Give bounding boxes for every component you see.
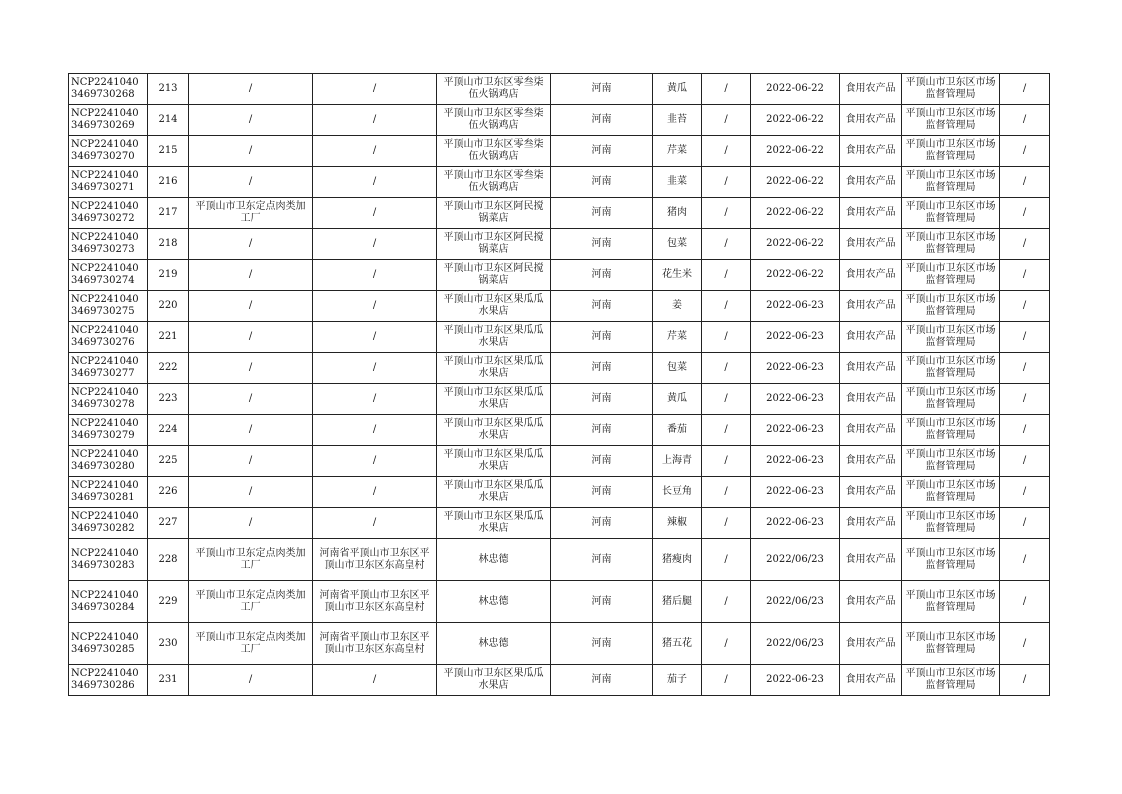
cell-entity: 平顶山市卫东区阿民搅锅菜店 bbox=[437, 229, 551, 260]
cell-seq: 225 bbox=[148, 446, 189, 477]
cell-entity: 林忠德 bbox=[437, 539, 551, 581]
cell-remark: / bbox=[1000, 198, 1050, 229]
cell-entity: 平顶山市卫东区阿民搅锅菜店 bbox=[437, 198, 551, 229]
cell-producer-addr: / bbox=[313, 105, 437, 136]
cell-entity: 林忠德 bbox=[437, 581, 551, 623]
cell-category: 食用农产品 bbox=[840, 539, 902, 581]
cell-seq: 216 bbox=[148, 167, 189, 198]
cell-category: 食用农产品 bbox=[840, 198, 902, 229]
cell-producer: / bbox=[189, 353, 313, 384]
cell-province: 河南 bbox=[551, 291, 653, 322]
cell-entity: 林忠德 bbox=[437, 623, 551, 665]
cell-producer-addr: / bbox=[313, 198, 437, 229]
cell-producer: / bbox=[189, 508, 313, 539]
cell-spec: / bbox=[702, 74, 751, 105]
cell-seq: 229 bbox=[148, 581, 189, 623]
cell-producer: / bbox=[189, 477, 313, 508]
table-row bbox=[69, 384, 1050, 415]
cell-date: 2022/06/23 bbox=[751, 539, 840, 581]
cell-agency: 平顶山市卫东区市场监督管理局 bbox=[902, 508, 1000, 539]
cell-seq: 222 bbox=[148, 353, 189, 384]
cell-category: 食用农产品 bbox=[840, 477, 902, 508]
table-row bbox=[69, 136, 1050, 167]
cell-food: 韭菜 bbox=[653, 167, 702, 198]
cell-agency: 平顶山市卫东区市场监督管理局 bbox=[902, 74, 1000, 105]
cell-food: 芹菜 bbox=[653, 322, 702, 353]
cell-province: 河南 bbox=[551, 665, 653, 696]
cell-spec: / bbox=[702, 353, 751, 384]
cell-category: 食用农产品 bbox=[840, 508, 902, 539]
table-row bbox=[69, 446, 1050, 477]
table-row bbox=[69, 291, 1050, 322]
cell-food: 姜 bbox=[653, 291, 702, 322]
cell-agency: 平顶山市卫东区市场监督管理局 bbox=[902, 384, 1000, 415]
cell-agency: 平顶山市卫东区市场监督管理局 bbox=[902, 260, 1000, 291]
cell-food: 猪后腿 bbox=[653, 581, 702, 623]
cell-category: 食用农产品 bbox=[840, 136, 902, 167]
cell-seq: 220 bbox=[148, 291, 189, 322]
cell-province: 河南 bbox=[551, 167, 653, 198]
cell-remark: / bbox=[1000, 415, 1050, 446]
cell-producer: / bbox=[189, 229, 313, 260]
cell-category: 食用农产品 bbox=[840, 105, 902, 136]
cell-producer-addr: / bbox=[313, 229, 437, 260]
cell-producer-addr: / bbox=[313, 74, 437, 105]
table-row bbox=[69, 539, 1050, 581]
cell-spec: / bbox=[702, 322, 751, 353]
cell-agency: 平顶山市卫东区市场监督管理局 bbox=[902, 198, 1000, 229]
cell-remark: / bbox=[1000, 322, 1050, 353]
cell-spec: / bbox=[702, 415, 751, 446]
cell-id: NCP22410403469730284 bbox=[69, 581, 148, 623]
cell-seq: 231 bbox=[148, 665, 189, 696]
cell-producer-addr: / bbox=[313, 415, 437, 446]
cell-date: 2022-06-23 bbox=[751, 384, 840, 415]
cell-producer: / bbox=[189, 446, 313, 477]
cell-province: 河南 bbox=[551, 508, 653, 539]
cell-spec: / bbox=[702, 198, 751, 229]
inspection-table bbox=[68, 73, 1050, 696]
cell-food: 猪五花 bbox=[653, 623, 702, 665]
cell-entity: 平顶山市卫东区果瓜瓜水果店 bbox=[437, 384, 551, 415]
cell-province: 河南 bbox=[551, 105, 653, 136]
cell-remark: / bbox=[1000, 477, 1050, 508]
cell-category: 食用农产品 bbox=[840, 665, 902, 696]
cell-spec: / bbox=[702, 623, 751, 665]
cell-date: 2022-06-22 bbox=[751, 136, 840, 167]
cell-category: 食用农产品 bbox=[840, 446, 902, 477]
table-row bbox=[69, 477, 1050, 508]
table-row bbox=[69, 623, 1050, 665]
cell-entity: 平顶山市卫东区果瓜瓜水果店 bbox=[437, 322, 551, 353]
cell-remark: / bbox=[1000, 384, 1050, 415]
cell-province: 河南 bbox=[551, 260, 653, 291]
cell-food: 上海青 bbox=[653, 446, 702, 477]
cell-food: 茄子 bbox=[653, 665, 702, 696]
cell-id: NCP22410403469730278 bbox=[69, 384, 148, 415]
cell-date: 2022-06-22 bbox=[751, 105, 840, 136]
cell-entity: 平顶山市卫东区零叁柒伍火锅鸡店 bbox=[437, 105, 551, 136]
cell-spec: / bbox=[702, 384, 751, 415]
cell-producer: / bbox=[189, 322, 313, 353]
cell-remark: / bbox=[1000, 260, 1050, 291]
cell-province: 河南 bbox=[551, 446, 653, 477]
cell-id: NCP22410403469730276 bbox=[69, 322, 148, 353]
cell-entity: 平顶山市卫东区果瓜瓜水果店 bbox=[437, 665, 551, 696]
table-row bbox=[69, 105, 1050, 136]
cell-date: 2022-06-23 bbox=[751, 446, 840, 477]
cell-category: 食用农产品 bbox=[840, 415, 902, 446]
cell-id: NCP22410403469730280 bbox=[69, 446, 148, 477]
cell-producer-addr: 河南省平顶山市卫东区平顶山市卫东区东高皇村 bbox=[313, 623, 437, 665]
cell-seq: 226 bbox=[148, 477, 189, 508]
cell-producer: 平顶山市卫东定点肉类加工厂 bbox=[189, 581, 313, 623]
cell-agency: 平顶山市卫东区市场监督管理局 bbox=[902, 665, 1000, 696]
cell-spec: / bbox=[702, 581, 751, 623]
cell-date: 2022-06-22 bbox=[751, 167, 840, 198]
cell-spec: / bbox=[702, 477, 751, 508]
cell-remark: / bbox=[1000, 167, 1050, 198]
cell-seq: 213 bbox=[148, 74, 189, 105]
cell-province: 河南 bbox=[551, 353, 653, 384]
cell-entity: 平顶山市卫东区零叁柒伍火锅鸡店 bbox=[437, 167, 551, 198]
cell-province: 河南 bbox=[551, 229, 653, 260]
cell-category: 食用农产品 bbox=[840, 322, 902, 353]
table-row bbox=[69, 508, 1050, 539]
cell-agency: 平顶山市卫东区市场监督管理局 bbox=[902, 291, 1000, 322]
cell-agency: 平顶山市卫东区市场监督管理局 bbox=[902, 136, 1000, 167]
table-body bbox=[69, 74, 1050, 696]
cell-id: NCP22410403469730277 bbox=[69, 353, 148, 384]
cell-date: 2022-06-23 bbox=[751, 508, 840, 539]
cell-date: 2022-06-22 bbox=[751, 74, 840, 105]
cell-agency: 平顶山市卫东区市场监督管理局 bbox=[902, 446, 1000, 477]
cell-remark: / bbox=[1000, 229, 1050, 260]
cell-entity: 平顶山市卫东区果瓜瓜水果店 bbox=[437, 508, 551, 539]
cell-remark: / bbox=[1000, 136, 1050, 167]
table-row bbox=[69, 581, 1050, 623]
cell-category: 食用农产品 bbox=[840, 167, 902, 198]
cell-producer: / bbox=[189, 74, 313, 105]
cell-producer-addr: 河南省平顶山市卫东区平顶山市卫东区东高皇村 bbox=[313, 581, 437, 623]
cell-producer-addr: / bbox=[313, 665, 437, 696]
cell-agency: 平顶山市卫东区市场监督管理局 bbox=[902, 322, 1000, 353]
cell-province: 河南 bbox=[551, 539, 653, 581]
cell-producer: / bbox=[189, 415, 313, 446]
cell-category: 食用农产品 bbox=[840, 581, 902, 623]
cell-producer: / bbox=[189, 260, 313, 291]
inspection-table-sheet bbox=[68, 73, 1050, 696]
cell-id: NCP22410403469730282 bbox=[69, 508, 148, 539]
cell-remark: / bbox=[1000, 105, 1050, 136]
cell-food: 番茄 bbox=[653, 415, 702, 446]
cell-food: 韭苔 bbox=[653, 105, 702, 136]
cell-category: 食用农产品 bbox=[840, 229, 902, 260]
cell-spec: / bbox=[702, 446, 751, 477]
cell-entity: 平顶山市卫东区果瓜瓜水果店 bbox=[437, 353, 551, 384]
cell-spec: / bbox=[702, 539, 751, 581]
cell-province: 河南 bbox=[551, 623, 653, 665]
cell-date: 2022/06/23 bbox=[751, 581, 840, 623]
table-row bbox=[69, 167, 1050, 198]
cell-remark: / bbox=[1000, 291, 1050, 322]
cell-remark: / bbox=[1000, 446, 1050, 477]
cell-seq: 215 bbox=[148, 136, 189, 167]
cell-remark: / bbox=[1000, 74, 1050, 105]
table-row bbox=[69, 353, 1050, 384]
cell-remark: / bbox=[1000, 539, 1050, 581]
cell-category: 食用农产品 bbox=[840, 74, 902, 105]
cell-date: 2022/06/23 bbox=[751, 623, 840, 665]
cell-producer: / bbox=[189, 665, 313, 696]
cell-producer-addr: / bbox=[313, 508, 437, 539]
cell-category: 食用农产品 bbox=[840, 291, 902, 322]
cell-seq: 218 bbox=[148, 229, 189, 260]
cell-food: 猪肉 bbox=[653, 198, 702, 229]
cell-producer: / bbox=[189, 291, 313, 322]
cell-entity: 平顶山市卫东区果瓜瓜水果店 bbox=[437, 291, 551, 322]
cell-producer-addr: / bbox=[313, 167, 437, 198]
cell-agency: 平顶山市卫东区市场监督管理局 bbox=[902, 539, 1000, 581]
cell-seq: 228 bbox=[148, 539, 189, 581]
cell-food: 猪瘦肉 bbox=[653, 539, 702, 581]
cell-food: 芹菜 bbox=[653, 136, 702, 167]
table-row bbox=[69, 415, 1050, 446]
table-row bbox=[69, 198, 1050, 229]
cell-id: NCP22410403469730285 bbox=[69, 623, 148, 665]
cell-province: 河南 bbox=[551, 198, 653, 229]
cell-id: NCP22410403469730274 bbox=[69, 260, 148, 291]
cell-date: 2022-06-23 bbox=[751, 353, 840, 384]
cell-seq: 214 bbox=[148, 105, 189, 136]
cell-producer: / bbox=[189, 136, 313, 167]
cell-food: 长豆角 bbox=[653, 477, 702, 508]
cell-entity: 平顶山市卫东区阿民搅锅菜店 bbox=[437, 260, 551, 291]
cell-agency: 平顶山市卫东区市场监督管理局 bbox=[902, 415, 1000, 446]
table-row bbox=[69, 74, 1050, 105]
cell-spec: / bbox=[702, 136, 751, 167]
cell-food: 包菜 bbox=[653, 353, 702, 384]
cell-agency: 平顶山市卫东区市场监督管理局 bbox=[902, 353, 1000, 384]
cell-producer-addr: / bbox=[313, 384, 437, 415]
cell-spec: / bbox=[702, 229, 751, 260]
cell-producer-addr: / bbox=[313, 446, 437, 477]
cell-remark: / bbox=[1000, 665, 1050, 696]
cell-producer: / bbox=[189, 105, 313, 136]
cell-producer: / bbox=[189, 167, 313, 198]
cell-id: NCP22410403469730270 bbox=[69, 136, 148, 167]
cell-date: 2022-06-23 bbox=[751, 415, 840, 446]
cell-producer-addr: / bbox=[313, 353, 437, 384]
table-row bbox=[69, 260, 1050, 291]
cell-category: 食用农产品 bbox=[840, 384, 902, 415]
cell-seq: 224 bbox=[148, 415, 189, 446]
cell-agency: 平顶山市卫东区市场监督管理局 bbox=[902, 581, 1000, 623]
cell-date: 2022-06-23 bbox=[751, 322, 840, 353]
cell-producer-addr: / bbox=[313, 260, 437, 291]
cell-entity: 平顶山市卫东区果瓜瓜水果店 bbox=[437, 477, 551, 508]
cell-remark: / bbox=[1000, 623, 1050, 665]
cell-id: NCP22410403469730286 bbox=[69, 665, 148, 696]
cell-spec: / bbox=[702, 291, 751, 322]
cell-province: 河南 bbox=[551, 477, 653, 508]
cell-producer: 平顶山市卫东定点肉类加工厂 bbox=[189, 623, 313, 665]
cell-agency: 平顶山市卫东区市场监督管理局 bbox=[902, 477, 1000, 508]
cell-remark: / bbox=[1000, 508, 1050, 539]
cell-producer-addr: / bbox=[313, 322, 437, 353]
cell-province: 河南 bbox=[551, 581, 653, 623]
cell-id: NCP22410403469730269 bbox=[69, 105, 148, 136]
cell-province: 河南 bbox=[551, 384, 653, 415]
table-row bbox=[69, 665, 1050, 696]
cell-spec: / bbox=[702, 665, 751, 696]
cell-entity: 平顶山市卫东区零叁柒伍火锅鸡店 bbox=[437, 136, 551, 167]
cell-id: NCP22410403469730283 bbox=[69, 539, 148, 581]
cell-id: NCP22410403469730271 bbox=[69, 167, 148, 198]
cell-date: 2022-06-23 bbox=[751, 291, 840, 322]
cell-date: 2022-06-22 bbox=[751, 229, 840, 260]
cell-category: 食用农产品 bbox=[840, 260, 902, 291]
cell-producer: 平顶山市卫东定点肉类加工厂 bbox=[189, 539, 313, 581]
cell-remark: / bbox=[1000, 581, 1050, 623]
cell-producer-addr: / bbox=[313, 477, 437, 508]
cell-producer-addr: / bbox=[313, 291, 437, 322]
cell-date: 2022-06-23 bbox=[751, 477, 840, 508]
cell-seq: 217 bbox=[148, 198, 189, 229]
cell-category: 食用农产品 bbox=[840, 623, 902, 665]
cell-date: 2022-06-23 bbox=[751, 665, 840, 696]
cell-seq: 219 bbox=[148, 260, 189, 291]
cell-food: 包菜 bbox=[653, 229, 702, 260]
cell-agency: 平顶山市卫东区市场监督管理局 bbox=[902, 167, 1000, 198]
table-row bbox=[69, 229, 1050, 260]
cell-spec: / bbox=[702, 260, 751, 291]
cell-seq: 227 bbox=[148, 508, 189, 539]
cell-food: 辣椒 bbox=[653, 508, 702, 539]
cell-producer-addr: 河南省平顶山市卫东区平顶山市卫东区东高皇村 bbox=[313, 539, 437, 581]
cell-id: NCP22410403469730268 bbox=[69, 74, 148, 105]
cell-spec: / bbox=[702, 105, 751, 136]
cell-remark: / bbox=[1000, 353, 1050, 384]
cell-date: 2022-06-22 bbox=[751, 260, 840, 291]
table-row bbox=[69, 322, 1050, 353]
cell-seq: 223 bbox=[148, 384, 189, 415]
cell-id: NCP22410403469730275 bbox=[69, 291, 148, 322]
cell-id: NCP22410403469730272 bbox=[69, 198, 148, 229]
cell-id: NCP22410403469730273 bbox=[69, 229, 148, 260]
cell-entity: 平顶山市卫东区果瓜瓜水果店 bbox=[437, 446, 551, 477]
cell-food: 黄瓜 bbox=[653, 74, 702, 105]
cell-entity: 平顶山市卫东区果瓜瓜水果店 bbox=[437, 415, 551, 446]
cell-province: 河南 bbox=[551, 74, 653, 105]
cell-producer: / bbox=[189, 384, 313, 415]
cell-date: 2022-06-22 bbox=[751, 198, 840, 229]
cell-agency: 平顶山市卫东区市场监督管理局 bbox=[902, 105, 1000, 136]
cell-province: 河南 bbox=[551, 322, 653, 353]
cell-id: NCP22410403469730279 bbox=[69, 415, 148, 446]
cell-agency: 平顶山市卫东区市场监督管理局 bbox=[902, 229, 1000, 260]
cell-id: NCP22410403469730281 bbox=[69, 477, 148, 508]
cell-province: 河南 bbox=[551, 415, 653, 446]
cell-food: 花生米 bbox=[653, 260, 702, 291]
cell-agency: 平顶山市卫东区市场监督管理局 bbox=[902, 623, 1000, 665]
cell-seq: 221 bbox=[148, 322, 189, 353]
cell-entity: 平顶山市卫东区零叁柒伍火锅鸡店 bbox=[437, 74, 551, 105]
cell-spec: / bbox=[702, 508, 751, 539]
cell-producer-addr: / bbox=[313, 136, 437, 167]
cell-food: 黄瓜 bbox=[653, 384, 702, 415]
cell-producer: 平顶山市卫东定点肉类加工厂 bbox=[189, 198, 313, 229]
cell-spec: / bbox=[702, 167, 751, 198]
cell-category: 食用农产品 bbox=[840, 353, 902, 384]
cell-seq: 230 bbox=[148, 623, 189, 665]
cell-province: 河南 bbox=[551, 136, 653, 167]
